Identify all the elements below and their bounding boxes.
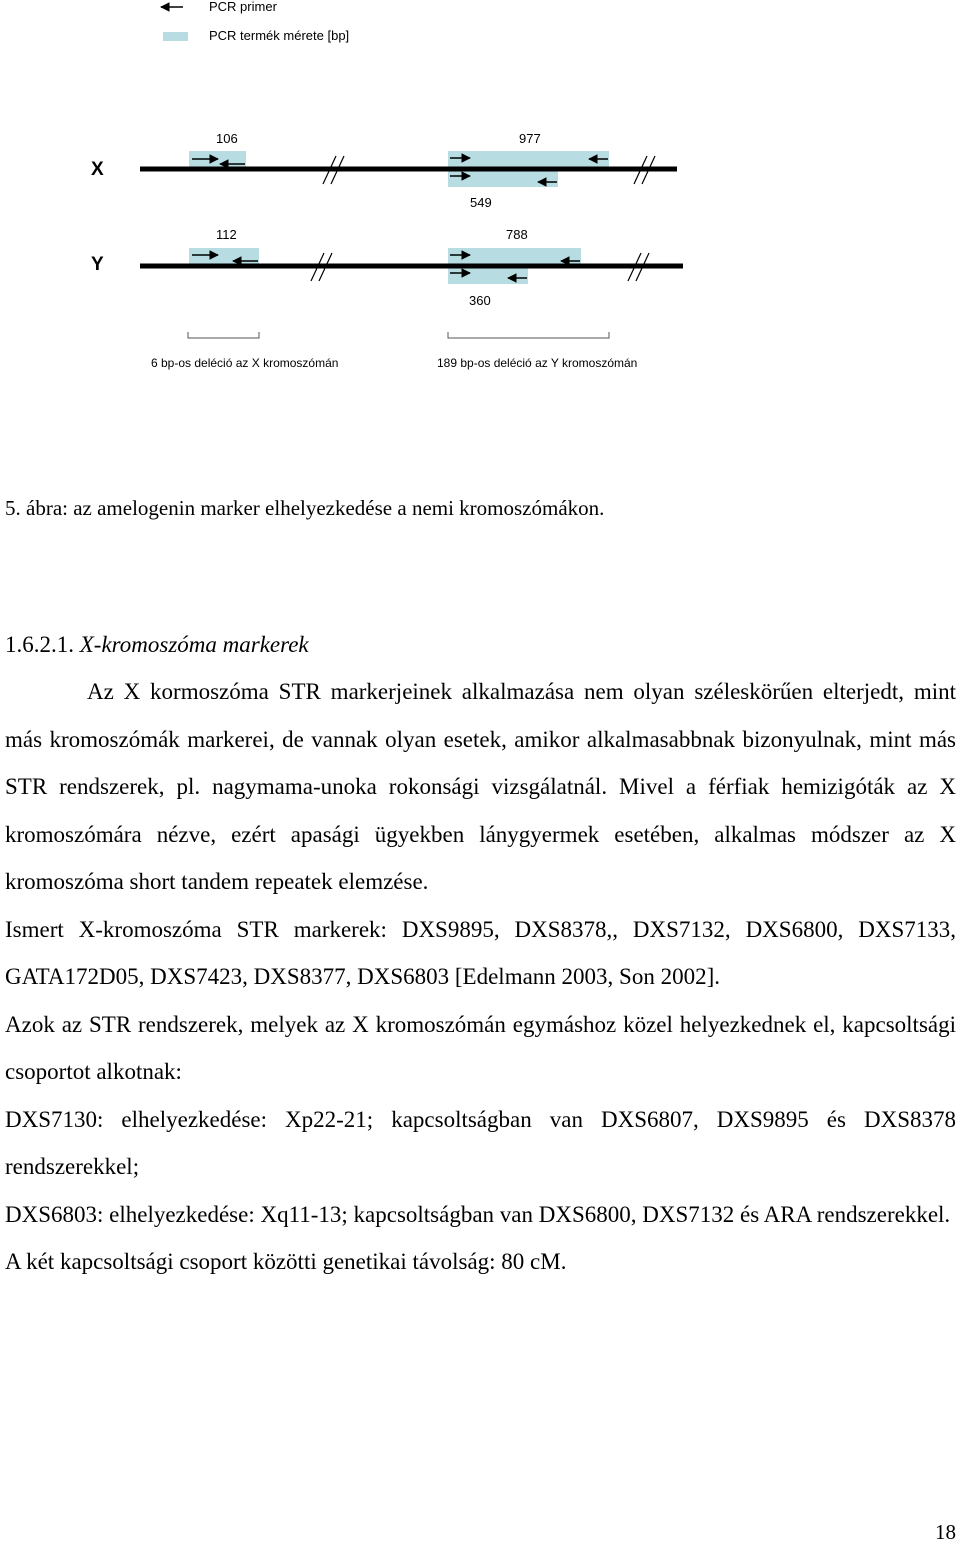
y-size-788: 788 xyxy=(506,227,528,242)
y-size-112: 112 xyxy=(216,227,237,242)
figure-caption: 5. ábra: az amelogenin marker elhelyezkedése a nemi kromoszómákon. xyxy=(5,496,605,520)
x-product-106 xyxy=(189,151,246,169)
x-product-549 xyxy=(448,169,558,187)
legend-primer-label: PCR primer xyxy=(209,0,277,14)
paragraph: A két kapcsoltsági csoport közötti genetikai távolság: 80 cM. xyxy=(5,1249,567,1274)
y-product-112 xyxy=(189,248,259,266)
paragraph: DXS7130: elhelyezkedése: Xp22-21; kapcsoltságban van DXS6807, DXS9895 és DXS8378 rendszerekkel; xyxy=(5,1106,956,1179)
x-chromosome xyxy=(140,151,677,187)
body-text xyxy=(5,668,956,1286)
deletion-x-label: 6 bp-os deléció az X kromoszómán xyxy=(151,356,339,370)
y-label: Y xyxy=(91,254,104,275)
legend-product-swatch xyxy=(163,32,188,41)
x-size-977: 977 xyxy=(519,131,541,146)
x-size-106: 106 xyxy=(216,131,238,146)
paragraph: Az X kormoszóma STR markerjeinek alkalmazása nem olyan széleskörűen elterjedt, mint más kromoszómák markerei, de vannak olyan esetek, amikor alkalmasabbnak bizonyulnak, mint más STR rendszerek, pl. nagymama-unoka rokonsági vizsgálatnál. Mivel a férfiak hemizigóták az X kromoszómára nézve, ezért apasági ügyekben lánygyermek esetében, alkalmas módszer az X kromoszóma short tandem repeatek elemzése. xyxy=(5,679,956,894)
paragraph: DXS6803: elhelyezkedése: Xq11-13; kapcsoltságban van DXS6800, DXS7132 és ARA rendszerekkel. xyxy=(5,1201,951,1227)
x-product-977 xyxy=(448,151,609,169)
page-number: 18 xyxy=(935,1520,956,1544)
y-size-360: 360 xyxy=(469,293,491,308)
deletion-y-label: 189 bp-os deléció az Y kromoszómán xyxy=(437,356,638,370)
y-product-788 xyxy=(448,248,581,266)
section-title: X-kromoszóma markerek xyxy=(79,632,309,657)
paragraph: Ismert X-kromoszóma STR markerek: DXS9895, DXS8378,, DXS7132, DXS6800, DXS7133, GATA172D05, DXS7423, DXS8377, DXS6803 [Edelmann 2003, Son 2002]. xyxy=(5,916,956,989)
x-size-549: 549 xyxy=(470,195,492,210)
paragraph: Azok az STR rendszerek, melyek az X kromoszómán egymáshoz közel helyezkednek el, kapcsoltsági csoportot alkotnak: xyxy=(5,1011,956,1084)
y-chromosome xyxy=(140,248,683,284)
bracket-y-deletion xyxy=(448,332,609,338)
bracket-x-deletion xyxy=(188,332,259,338)
legend-product-label: PCR termék mérete [bp] xyxy=(209,28,350,43)
y-product-360 xyxy=(448,266,528,284)
amelogenin-figure xyxy=(0,0,960,400)
section-heading xyxy=(5,632,309,658)
section-number: 1.6.2.1. xyxy=(5,632,74,657)
x-label: X xyxy=(91,159,104,180)
